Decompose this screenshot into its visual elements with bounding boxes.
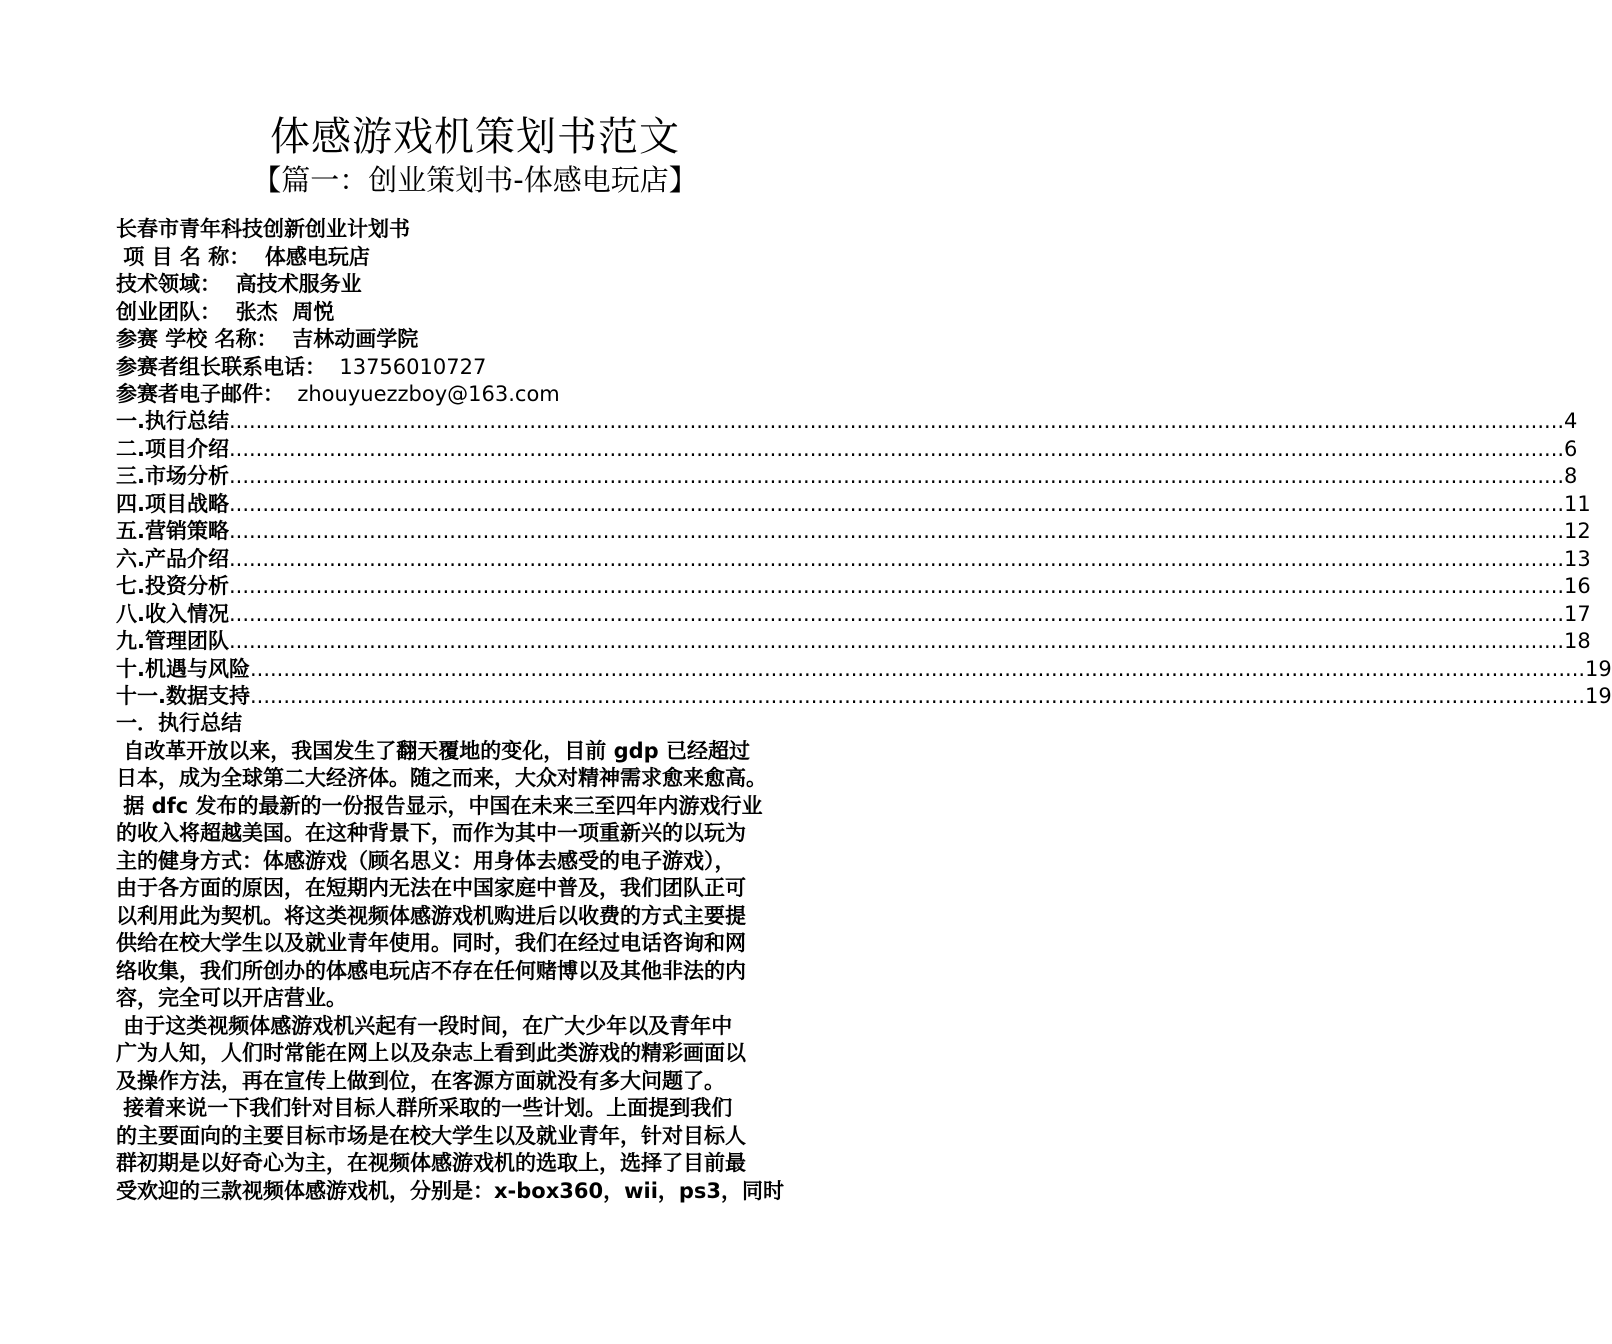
plan-info-row xyxy=(116,381,836,409)
plan-info-label: 项 目 名 称： xyxy=(116,244,251,269)
toc-entry-page: 19 xyxy=(1585,656,1612,681)
toc-leader-dots: ........................................................................................................................................................................................................ xyxy=(228,409,1565,433)
section-body xyxy=(116,738,836,1206)
paragraph-line: 供给在校大学生以及就业青年使用。同时，我们在经过电话咨询和网 xyxy=(116,931,746,955)
plan-info-row xyxy=(116,271,836,299)
toc-entry-label: 九.管理团队 xyxy=(116,629,229,653)
plan-info-row xyxy=(116,299,836,327)
toc-leader-dots: ........................................................................................................................................................................................................ xyxy=(228,436,1565,461)
plan-info-value: 体感电玩店 xyxy=(250,244,370,269)
toc-entry-label: 四.项目战略 xyxy=(116,491,229,516)
toc-entry-page: 13 xyxy=(1564,546,1591,571)
toc-entry-label: 一.执行总结 xyxy=(116,409,229,433)
toc-entry[interactable] xyxy=(116,628,1591,656)
toc-leader-dots: ........................................................................................................................................................................................................ xyxy=(228,491,1565,516)
paragraph-line: 络收集，我们所创办的体感电玩店不存在任何赌博以及其他非法的内 xyxy=(116,958,746,983)
toc-entry-label: 十一.数据支持 xyxy=(116,684,250,708)
toc-entry[interactable] xyxy=(116,436,1578,464)
plan-info-value: 吉林动画学院 xyxy=(277,327,419,351)
plan-info-value: 13756010727 xyxy=(326,354,487,379)
toc-entry[interactable] xyxy=(116,463,1578,491)
toc-entry-page: 11 xyxy=(1564,491,1591,516)
paragraph-line: 的主要面向的主要目标市场是在校大学生以及就业青年，针对目标人 xyxy=(116,1123,746,1148)
plan-info-value: zhouyuezzboy@163.com xyxy=(284,382,560,406)
toc-entry-page: 8 xyxy=(1564,464,1578,488)
paragraph-line: 群初期是以好奇心为主，在视频体感游戏机的选取上，选择了目前最 xyxy=(116,1151,746,1175)
plan-info-row xyxy=(116,354,836,382)
paragraph-line: 以利用此为契机。将这类视频体感游戏机购进后以收费的方式主要提 xyxy=(116,903,746,928)
toc-leader-dots: ........................................................................................................................................................................................................ xyxy=(228,464,1565,488)
section-heading: 一．执行总结 xyxy=(116,711,242,735)
toc-entry[interactable] xyxy=(116,601,1591,629)
toc-entry-page: 19 xyxy=(1585,684,1612,708)
toc-entry-label: 五.营销策略 xyxy=(116,519,229,543)
toc-leader-dots: ........................................................................................................................................................................................................ xyxy=(249,684,1586,708)
toc-entry-page: 17 xyxy=(1564,601,1591,626)
paragraph-line: 主的健身方式：体感游戏（顾名思义：用身体去感受的电子游戏）， xyxy=(116,848,736,873)
toc-leader-dots: ........................................................................................................................................................................................................ xyxy=(228,574,1565,598)
plan-info-label: 参赛者组长联系电话： xyxy=(116,354,326,379)
toc-entry-label: 八.收入情况 xyxy=(116,601,229,626)
plan-info-label: 创业团队： xyxy=(116,299,221,324)
toc-entry-label: 六.产品介绍 xyxy=(116,546,229,571)
toc-leader-dots: ........................................................................................................................................................................................................ xyxy=(249,656,1586,681)
paragraph-line: 由于各方面的原因，在短期内无法在中国家庭中普及，我们团队正可 xyxy=(116,876,746,900)
paragraph-line: 容，完全可以开店营业。 xyxy=(116,986,347,1010)
paragraph-line: 及操作方法，再在宣传上做到位，在客源方面就没有多大问题了。 xyxy=(116,1068,725,1093)
toc-entry[interactable] xyxy=(116,518,1591,546)
section-executive-summary xyxy=(116,710,836,1205)
paragraph-line: 由于这类视频体感游戏机兴起有一段时间，在广大少年以及青年中 xyxy=(116,1013,733,1038)
toc-leader-dots: ........................................................................................................................................................................................................ xyxy=(228,546,1565,571)
toc-entry-label: 二.项目介绍 xyxy=(116,436,229,461)
toc-entry[interactable] xyxy=(116,573,1591,601)
toc-entry[interactable] xyxy=(116,546,1591,574)
paragraph-line: 受欢迎的三款视频体感游戏机，分别是：x-box360，wii，ps3，同时 xyxy=(116,1178,785,1203)
toc-leader-dots: ........................................................................................................................................................................................................ xyxy=(228,601,1565,626)
toc-entry[interactable] xyxy=(116,656,1612,684)
paragraph-line: 自改革开放以来，我国发生了翻天覆地的变化，目前 gdp 已经超过 xyxy=(116,738,751,763)
toc-entry-page: 18 xyxy=(1564,629,1591,653)
document-title: 体感游戏机策划书范文 xyxy=(270,114,680,160)
toc-entry-label: 十.机遇与风险 xyxy=(116,656,250,681)
plan-info-value: 张杰 周悦 xyxy=(221,299,335,324)
paragraph-line: 日本，成为全球第二大经济体。随之而来，大众对精神需求愈来愈高。 xyxy=(116,766,767,790)
toc-entry[interactable] xyxy=(116,683,1612,711)
paragraph-line: 接着来说一下我们针对目标人群所采取的一些计划。上面提到我们 xyxy=(116,1096,733,1120)
toc-entry-label: 七.投资分析 xyxy=(116,574,229,598)
plan-heading: 长春市青年科技创新创业计划书 xyxy=(116,217,410,241)
plan-info-label: 参赛者电子邮件： xyxy=(116,382,284,406)
plan-info-label: 参赛 学校 名称： xyxy=(116,327,278,351)
toc-entry[interactable] xyxy=(116,491,1591,519)
paragraph-line: 据 dfc 发布的最新的一份报告显示，中国在未来三至四年内游戏行业 xyxy=(116,793,763,818)
toc-leader-dots: ........................................................................................................................................................................................................ xyxy=(228,519,1565,543)
plan-info-row xyxy=(116,326,836,354)
toc-entry-page: 16 xyxy=(1564,574,1591,598)
paragraph-line: 广为人知，人们时常能在网上以及杂志上看到此类游戏的精彩画面以 xyxy=(116,1041,746,1065)
toc-entry-page: 4 xyxy=(1564,409,1578,433)
document-subtitle: 【篇一：创业策划书-体感电玩店】 xyxy=(252,163,698,197)
toc-entry-page: 12 xyxy=(1564,519,1591,543)
plan-info-block xyxy=(116,216,836,409)
plan-info-value: 高技术服务业 xyxy=(221,272,362,296)
toc-entry-label: 三.市场分析 xyxy=(116,464,229,488)
toc-entry[interactable] xyxy=(116,408,1578,436)
plan-info-row xyxy=(116,244,836,272)
plan-info-label: 技术领域： xyxy=(116,272,221,296)
toc-leader-dots: ........................................................................................................................................................................................................ xyxy=(228,629,1565,653)
toc-entry-page: 6 xyxy=(1564,436,1578,461)
table-of-contents xyxy=(116,408,1612,711)
paragraph-line: 的收入将超越美国。在这种背景下，而作为其中一项重新兴的以玩为 xyxy=(116,821,746,845)
plan-info-rows xyxy=(116,244,836,409)
